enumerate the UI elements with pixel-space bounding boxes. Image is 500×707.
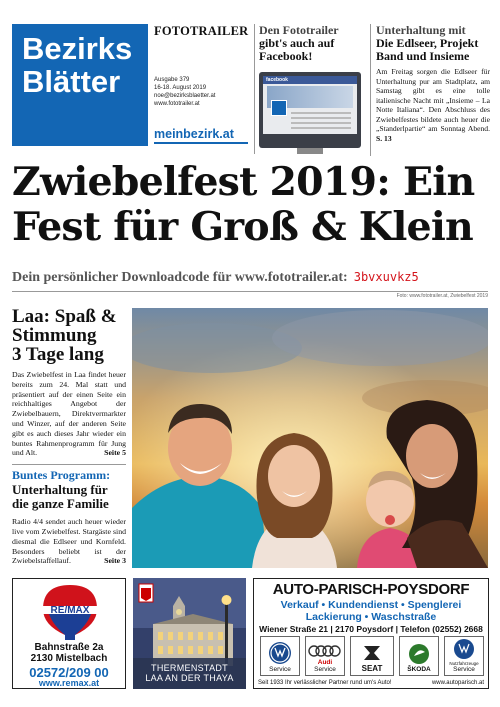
remax-address <box>13 642 125 664</box>
remax-ad[interactable] <box>12 578 126 689</box>
auto-footer <box>258 680 484 686</box>
cloud <box>272 310 488 366</box>
headline-line1: Zwiebelfest 2019: Ein <box>12 159 475 205</box>
vw-icon <box>268 641 292 665</box>
remax-web[interactable]: www.remax.at <box>38 678 100 688</box>
facebook-bar <box>263 76 357 84</box>
audi-label: Audi <box>317 659 333 666</box>
girl-figure <box>252 433 337 568</box>
audi-sub: Service <box>314 666 336 673</box>
nutz-sub: Service <box>453 666 475 673</box>
ent-body-text: Am Freitag sorgen die Edlseer für Unterhaltung pur am Stadtplatz, am Samstag gibt es eine tolle italienische Nacht mit „Insieme – La Notte Italiana“. Den Abschluss des Zwiebelfestes bildete auch heuer die „Standerlpartie“ am Sonntag Abend. <box>376 67 490 133</box>
article1-body-text: Das Zwiebelfest in Laa findet heuer bereits zum 24. Mal statt und präsentiert auf der einen Seite ein reichhaltiges Angebot der Zwiebelbauern, Direktvermarkter und Winzer, auf der anderen Seite gibt es auch dieses Jahr wieder ein buntes Rahmenprogramm für Jung und Alt. <box>12 370 126 458</box>
vw-service-logo <box>260 636 300 676</box>
family-photo-illustration <box>132 308 488 568</box>
seat-icon <box>360 643 384 663</box>
vw-nutzfahrzeuge-logo <box>444 636 484 676</box>
ent-teaser-body <box>376 67 490 143</box>
ent-page-ref: S. 13 <box>376 133 392 143</box>
divider <box>12 291 488 292</box>
article2-page-ref: Seite 3 <box>104 556 126 566</box>
seat-logo <box>350 636 394 676</box>
article2-body-text: Radio 4/4 sendet auch heuer wieder live vom Zwiebelfest. Stargäste sind diesmal die Edlseer und Kornfeld. Besonders beliebt ist der Zwiebelstaffellauf. <box>12 517 126 566</box>
audi-service-logo <box>305 636 345 676</box>
remax-balloon-icon <box>13 579 127 643</box>
auto-web[interactable]: www.autoparisch.at <box>431 680 484 686</box>
article1-headline <box>12 307 126 364</box>
issue-info <box>154 24 248 148</box>
article2 <box>12 464 126 566</box>
ent-teaser-line1: Unterhaltung mit <box>376 23 466 37</box>
download-code-line <box>12 270 492 286</box>
family-photo <box>132 308 488 568</box>
thermenstadt-ad[interactable] <box>133 578 246 689</box>
remax-street: Bahnstraße 2a <box>34 642 104 653</box>
issue-meta <box>154 76 215 108</box>
meinbezirk-link[interactable]: meinbezirk.at <box>154 127 248 144</box>
facebook-screen <box>263 76 357 134</box>
fb-teaser-line2: gibt's auch auf <box>259 36 335 50</box>
headline-line2: Fest für Groß & Klein <box>12 204 473 250</box>
remax-phone[interactable]: 02572/209 00 <box>29 665 109 680</box>
article2-headline <box>12 483 126 511</box>
article1-body <box>12 370 126 458</box>
skoda-icon <box>408 643 430 665</box>
audi-rings-icon <box>308 644 342 658</box>
download-code: 3bvxuvkz5 <box>353 270 419 284</box>
issue-dates: 16-18. August 2019 <box>154 85 207 91</box>
article2-kicker: Buntes Programm: <box>12 468 111 483</box>
fb-teaser-line3: Facebook! <box>259 49 313 63</box>
bezirksblaetter-logo <box>12 24 148 146</box>
photo-credit: Foto: www.fototrailer.at, Zwiebelfest 2019 <box>396 293 488 299</box>
ent-teaser-line3: Band und Insieme <box>376 49 470 63</box>
auto-address: Wiener Straße 21 | 2170 Poysdorf | Telefon (02552) 2668 <box>259 624 483 634</box>
ent-teaser-line2: Die Edlseer, Projekt <box>376 36 479 50</box>
main-headline <box>12 160 492 250</box>
article2-line2: die ganze Familie <box>12 496 109 512</box>
logo-line1: Bezirks <box>22 31 133 66</box>
entertainment-teaser <box>370 24 490 156</box>
section-title: FOTOTRAILER <box>154 24 249 38</box>
post-lines <box>291 112 351 130</box>
profile-picture <box>271 100 287 116</box>
article2-body <box>12 517 126 566</box>
article2-line1: Unterhaltung für <box>12 482 108 498</box>
thermenstadt-caption <box>133 663 246 683</box>
left-column <box>12 307 126 566</box>
facebook-teaser <box>254 24 366 154</box>
monitor-stand <box>297 148 323 154</box>
issue-email[interactable]: noe@bezirksblaetter.at <box>154 93 216 99</box>
monitor-image <box>259 72 361 148</box>
article1-line3: 3 Tage lang <box>12 344 104 365</box>
remax-city: 2130 Mistelbach <box>30 653 108 664</box>
vw-label: Service <box>269 666 291 673</box>
seat-label: SEAT <box>361 664 383 673</box>
nutz-label: Nutzfahrzeuge <box>449 661 479 666</box>
logo-line2: Blätter <box>22 64 121 99</box>
remax-brand: RE/MAX <box>50 605 90 616</box>
auto-slogan: Seit 1933 Ihr verlässlicher Partner rund um's Auto! <box>258 680 392 686</box>
issue-number: Ausgabe 379 <box>154 77 190 83</box>
fb-teaser-line1: Den Fototrailer <box>259 23 339 37</box>
skoda-label: ŠKODA <box>407 666 431 673</box>
auto-services-2: Lackierung • Waschstraße <box>305 611 437 623</box>
article1-page-ref: Seite 5 <box>104 448 126 458</box>
vw-nutzfahrzeuge-icon <box>453 638 475 660</box>
download-text: Dein persönlicher Downloadcode für www.fototrailer.at: <box>12 270 348 285</box>
auto-parisch-ad[interactable] <box>253 578 489 689</box>
article1-line1: Laa: Spaß & <box>12 306 117 327</box>
auto-name: AUTO-PARISCH-POYSDORF <box>272 581 470 598</box>
skoda-logo <box>399 636 439 676</box>
therme-line2: LAA AN DER THAYA <box>145 673 234 683</box>
facebook-label: facebook <box>266 77 288 83</box>
article1-line2: Stimmung <box>12 325 97 346</box>
issue-web[interactable]: www.fototrailer.at <box>154 101 200 107</box>
auto-services-1: Verkauf • Kundendienst • Spenglerei <box>280 599 462 611</box>
brand-logos <box>260 636 484 678</box>
therme-line1: THERMENSTADT <box>151 663 228 673</box>
